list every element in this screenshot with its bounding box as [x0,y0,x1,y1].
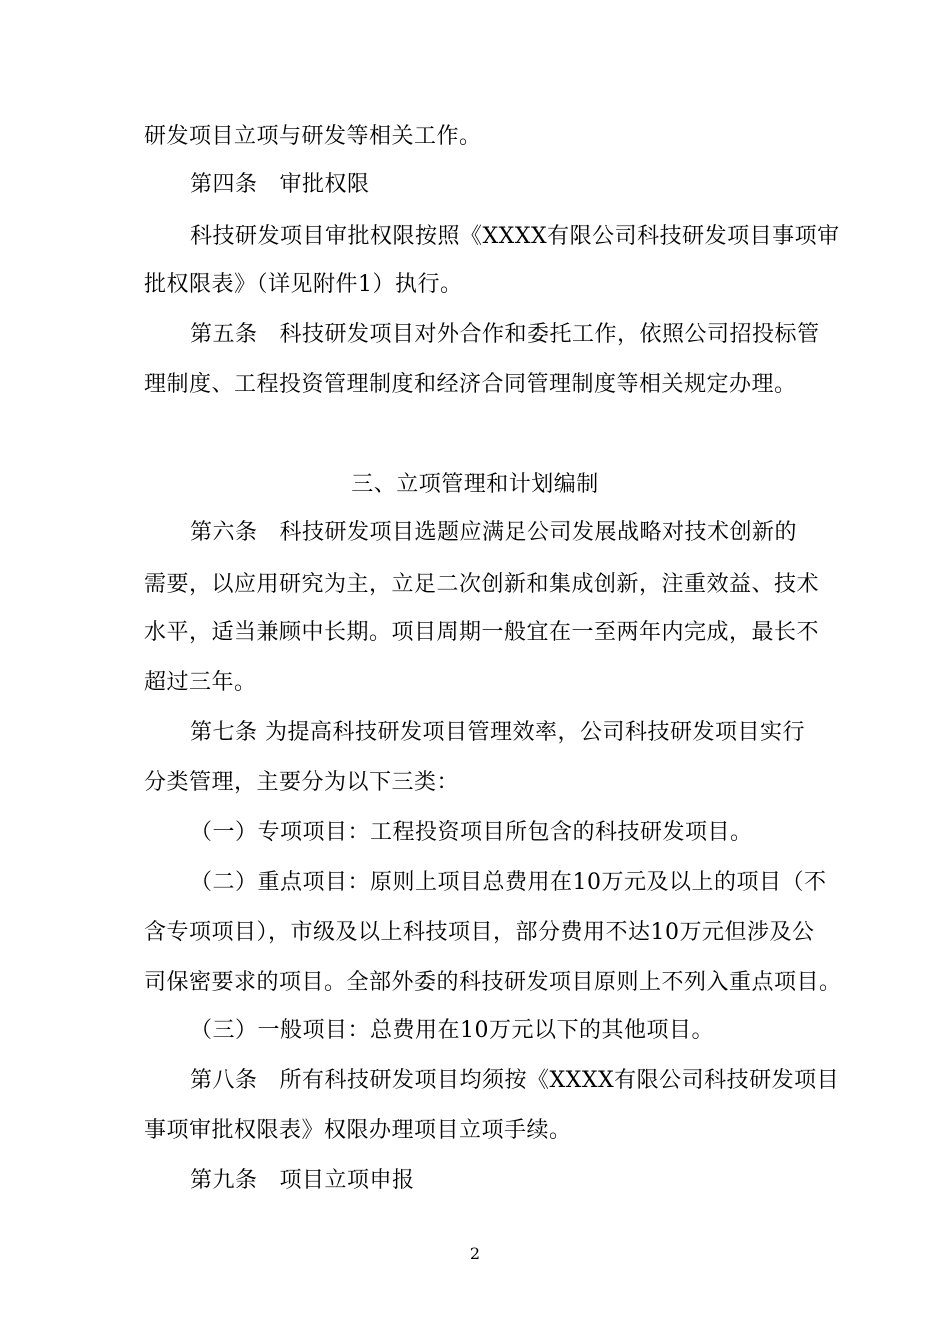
page-number: 2 [469,1244,481,1263]
list-item: （一）专项项目：工程投资项目所包含的科技研发项目。 [190,820,753,845]
article-number: 第九条 [190,1168,258,1193]
text-line: 科技研发项目审批权限按照《XXXX有限公司科技研发项目事项审 [190,224,840,249]
article-text: 所有科技研发项目均须按《XXXX有限公司科技研发项目 [279,1068,840,1093]
article-4-heading [190,170,830,200]
text-line: 司保密要求的项目。全部外委的科技研发项目原则上不列入重点项目。 [144,970,842,995]
text-line: 超过三年。 [144,670,257,695]
article-number: 第六条 [190,520,258,545]
text-line: 理制度、工程投资管理制度和经济合同管理制度等相关规定办理。 [144,372,797,397]
article-title: 项目立项申报 [279,1168,415,1193]
text-line: 需要，以应用研究为主，立足二次创新和集成创新，注重效益、技术 [144,572,820,597]
text-line: 批权限表》（详见附件1）执行。 [144,272,463,297]
text-line: 研发项目立项与研发等相关工作。 [144,124,482,149]
list-item: （二）重点项目：原则上项目总费用在10万元及以上的项目（不 [190,870,827,895]
article-number: 第四条 [190,172,258,197]
list-item: （三）一般项目：总费用在10万元以下的其他项目。 [190,1018,714,1043]
text-line: 水平，适当兼顾中长期。项目周期一般宜在一至两年内完成，最长不 [144,620,820,645]
text-line: 分类管理，主要分为以下三类： [144,770,460,795]
article-title: 审批权限 [279,172,370,197]
section-heading: 三、立项管理和计划编制 [351,472,599,497]
article-8 [190,1066,840,1096]
text-line: 事项审批权限表》权限办理项目立项手续。 [144,1118,572,1143]
text-line: 含专项项目），市级及以上科技项目，部分费用不达10万元但涉及公 [144,920,815,945]
article-5 [190,320,830,350]
text-line: 第七条 为提高科技研发项目管理效率，公司科技研发项目实行 [190,720,805,745]
article-text: 科技研发项目选题应满足公司发展战略对技术创新的 [279,520,798,545]
article-text: 科技研发项目对外合作和委托工作，依照公司招投标管 [279,322,820,347]
article-number: 第五条 [190,322,258,347]
article-6 [190,518,830,548]
article-number: 第八条 [190,1068,258,1093]
article-9-heading [190,1166,830,1196]
